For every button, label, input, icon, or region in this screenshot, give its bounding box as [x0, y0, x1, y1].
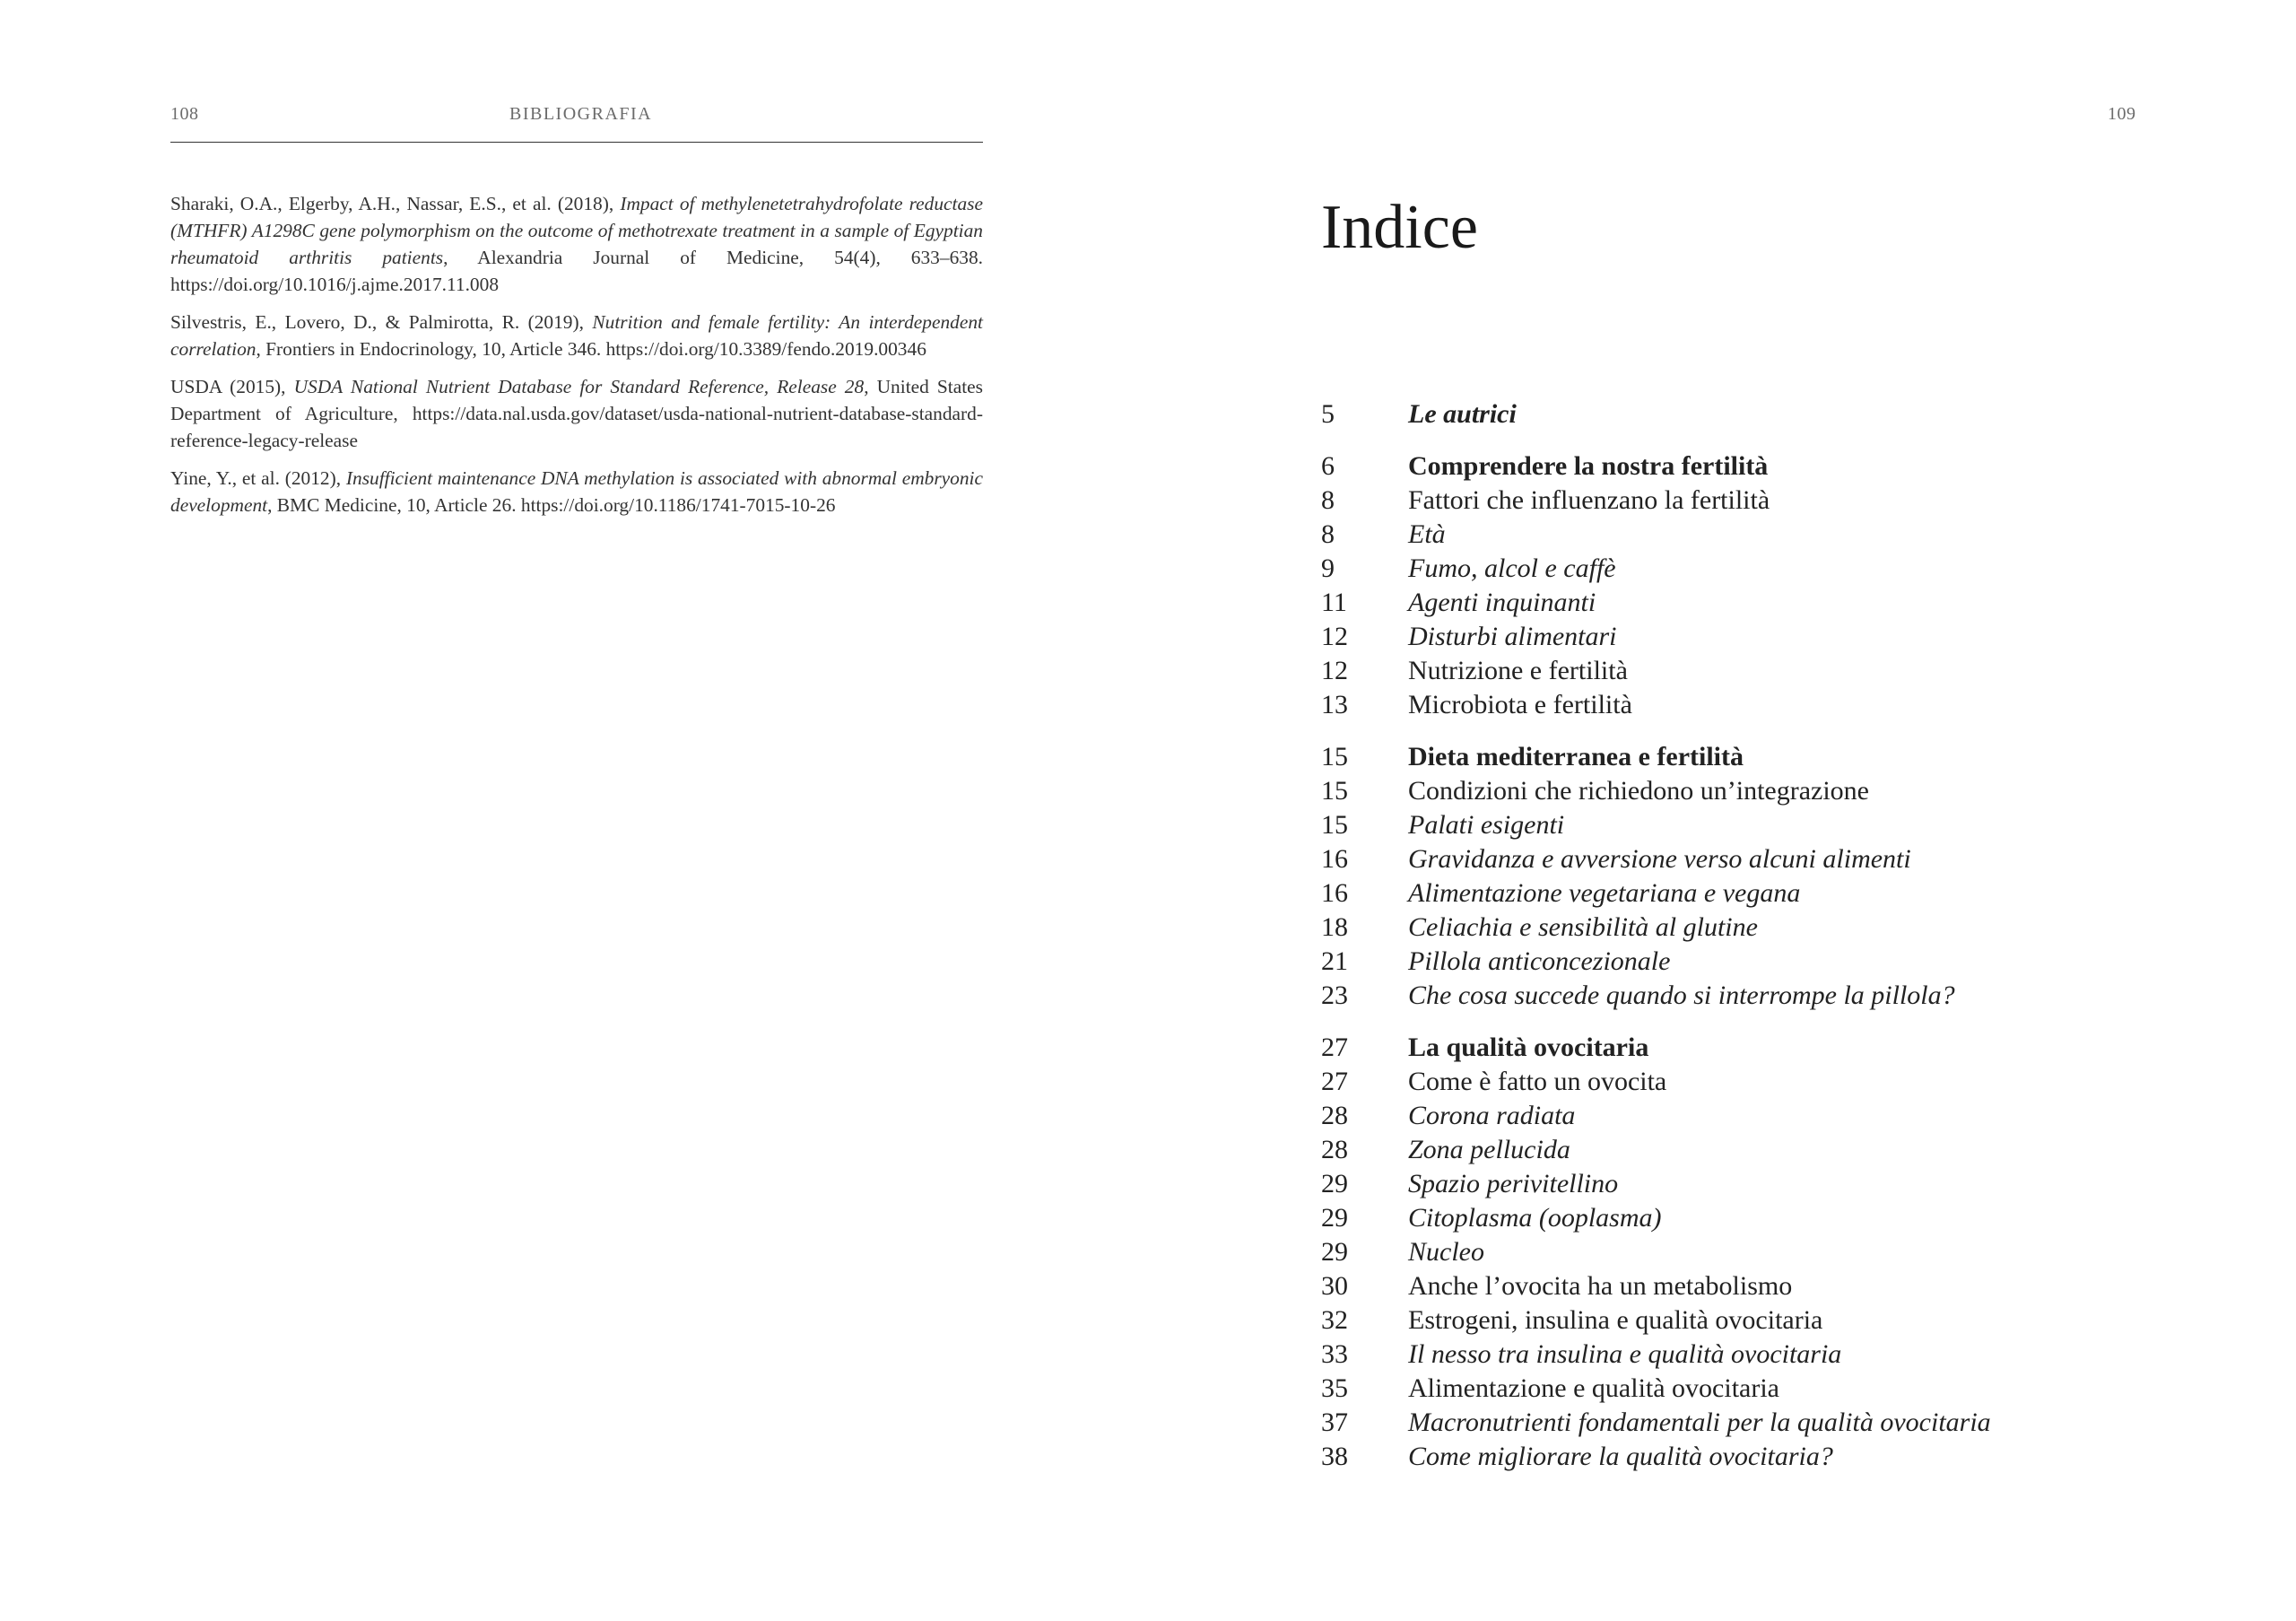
toc-entry — [1321, 1269, 2218, 1303]
toc-entry — [1321, 1031, 2218, 1065]
toc-page-number: 12 — [1321, 622, 1348, 651]
reference-title: Impact of methylenetetrahydrofolate reductase (MTHFR) A1298C gene polymorphism on the outcome of methotrexate treatment in a sample of Egyptian rheumatoid arthritis patients — [170, 193, 983, 268]
toc-group — [1321, 397, 2218, 431]
toc-entry-label: Microbiota e fertilità — [1408, 690, 1632, 719]
bibliography-entry — [170, 309, 983, 362]
reference-source: , United States Department of Agriculture, https://data.nal.usda.gov/dataset/usda-national-nutrient-database-standard-reference-legacy-release — [170, 376, 983, 451]
page-number-left: 108 — [170, 104, 199, 124]
toc-page-number: 29 — [1321, 1169, 1348, 1198]
toc-page-number: 8 — [1321, 485, 1335, 515]
toc-page-number: 8 — [1321, 519, 1335, 549]
toc-entry — [1321, 1372, 2218, 1406]
toc-entry-label: Alimentazione vegetariana e vegana — [1408, 878, 1801, 908]
reference-authors: Yine, Y., et al. (2012), — [170, 467, 346, 489]
reference-authors: Sharaki, O.A., Elgerby, A.H., Nassar, E.S., et al. (2018), — [170, 193, 621, 214]
toc-entry-label: Le autrici — [1408, 399, 1517, 429]
reference-source: , Alexandria Journal of Medicine, 54(4), 633–638. https://doi.org/10.1016/j.ajme.2017.11.008 — [170, 247, 984, 295]
toc-entry-label: Fattori che influenzano la fertilità — [1408, 485, 1770, 515]
toc-entry — [1321, 1065, 2218, 1099]
toc-entry — [1321, 1099, 2218, 1133]
toc-page-number: 30 — [1321, 1271, 1348, 1301]
toc-entry — [1321, 1303, 2218, 1338]
toc-entry — [1321, 979, 2218, 1013]
page-number-right: 109 — [2108, 104, 2136, 124]
toc-page-number: 13 — [1321, 690, 1348, 719]
reference-title: Insufficient maintenance DNA methylation is associated with abnormal embryonic development — [170, 467, 983, 516]
toc-entry — [1321, 654, 2218, 688]
toc-page-number: 21 — [1321, 946, 1348, 976]
toc-entry — [1321, 552, 2218, 586]
reference-authors: USDA (2015), — [170, 376, 294, 397]
reference-title: Nutrition and female fertility: An interdependent correlation — [170, 311, 983, 360]
toc-entry-label: Come migliorare la qualità ovocitaria? — [1408, 1442, 1833, 1471]
toc-entry-label: Condizioni che richiedono un’integrazione — [1408, 776, 1869, 806]
right-page — [1148, 0, 2296, 1621]
toc-group — [1321, 1031, 2218, 1474]
toc-page-number: 16 — [1321, 878, 1348, 908]
toc-page-number: 38 — [1321, 1442, 1348, 1471]
toc-entry — [1321, 876, 2218, 911]
toc-entry — [1321, 484, 2218, 518]
reference-title: USDA National Nutrient Database for Standard Reference, Release 28 — [293, 376, 865, 397]
toc-page-number: 32 — [1321, 1305, 1348, 1335]
toc-entry-label: Nucleo — [1408, 1237, 1484, 1267]
toc-entry — [1321, 397, 2218, 431]
toc-entry — [1321, 1201, 2218, 1235]
toc-page-number: 16 — [1321, 844, 1348, 874]
toc-entry-label: Gravidanza e avversione verso alcuni alimenti — [1408, 844, 1911, 874]
toc-entry — [1321, 688, 2218, 722]
toc-entry-label: Celiachia e sensibilità al glutine — [1408, 912, 1758, 942]
toc-entry — [1321, 1167, 2218, 1201]
toc-entry — [1321, 1133, 2218, 1167]
toc-entry — [1321, 1338, 2218, 1372]
toc-page-number: 29 — [1321, 1237, 1348, 1267]
toc-entry-label: Fumo, alcol e caffè — [1408, 553, 1616, 583]
toc-entry — [1321, 945, 2218, 979]
toc-page-number: 35 — [1321, 1373, 1348, 1403]
toc-group — [1321, 740, 2218, 1013]
toc-entry — [1321, 808, 2218, 842]
toc-entry — [1321, 774, 2218, 808]
toc-entry-label: Dieta mediterranea e fertilità — [1408, 742, 1744, 771]
toc-entry-label: Palati esigenti — [1408, 810, 1565, 840]
toc-entry-label: Macronutrienti fondamentali per la qualità ovocitaria — [1408, 1407, 1991, 1437]
toc-entry-label: Il nesso tra insulina e qualità ovocitaria — [1408, 1339, 1842, 1369]
bibliography-entry — [170, 465, 983, 519]
toc-entry-label: Anche l’ovocita ha un metabolismo — [1408, 1271, 1793, 1301]
toc-entry-label: La qualità ovocitaria — [1408, 1033, 1649, 1062]
toc-entry — [1321, 740, 2218, 774]
toc-entry-label: Corona radiata — [1408, 1101, 1576, 1130]
toc-page-number: 37 — [1321, 1407, 1348, 1437]
toc-group — [1321, 449, 2218, 722]
reference-source: , Frontiers in Endocrinology, 10, Article 346. https://doi.org/10.3389/fendo.2019.00346 — [256, 338, 926, 360]
page-title: Indice — [1321, 193, 1478, 262]
toc-entry-label: Disturbi alimentari — [1408, 622, 1617, 651]
toc-entry — [1321, 1235, 2218, 1269]
toc-entry-label: Che cosa succede quando si interrompe la pillola? — [1408, 980, 1955, 1010]
toc-page-number: 18 — [1321, 912, 1348, 942]
toc-entry-label: Come è fatto un ovocita — [1408, 1067, 1667, 1096]
toc-entry — [1321, 620, 2218, 654]
running-head: BIBLIOGRAFIA — [509, 104, 653, 124]
toc-entry-label: Agenti inquinanti — [1408, 588, 1596, 617]
toc-entry-label: Zona pellucida — [1408, 1135, 1570, 1164]
toc-entry-label: Spazio perivitellino — [1408, 1169, 1619, 1198]
toc-entry-label: Nutrizione e fertilità — [1408, 656, 1628, 685]
toc-entry-label: Estrogeni, insulina e qualità ovocitaria — [1408, 1305, 1823, 1335]
header-rule — [170, 142, 983, 143]
toc-page-number: 27 — [1321, 1067, 1348, 1096]
toc-page-number: 9 — [1321, 553, 1335, 583]
toc-page-number: 27 — [1321, 1033, 1348, 1062]
toc-page-number: 15 — [1321, 776, 1348, 806]
bibliography-entry — [170, 373, 983, 454]
toc-entry — [1321, 1406, 2218, 1440]
toc-page-number: 6 — [1321, 451, 1335, 481]
toc-entry — [1321, 586, 2218, 620]
toc-page-number: 23 — [1321, 980, 1348, 1010]
toc-entry — [1321, 518, 2218, 552]
toc-page-number: 28 — [1321, 1101, 1348, 1130]
reference-authors: Silvestris, E., Lovero, D., & Palmirotta, R. (2019), — [170, 311, 593, 333]
toc-entry — [1321, 911, 2218, 945]
toc-page-number: 12 — [1321, 656, 1348, 685]
toc-entry — [1321, 1440, 2218, 1474]
bibliography-list — [170, 190, 983, 529]
toc-page-number: 15 — [1321, 742, 1348, 771]
bibliography-entry — [170, 190, 983, 298]
toc-page-number: 28 — [1321, 1135, 1348, 1164]
toc-page-number: 5 — [1321, 399, 1335, 429]
toc-entry-label: Comprendere la nostra fertilità — [1408, 451, 1769, 481]
reference-source: , BMC Medicine, 10, Article 26. https://doi.org/10.1186/1741-7015-10-26 — [267, 494, 836, 516]
toc-entry-label: Alimentazione e qualità ovocitaria — [1408, 1373, 1779, 1403]
toc-entry-label: Età — [1408, 519, 1446, 549]
toc-entry-label: Citoplasma (ooplasma) — [1408, 1203, 1662, 1233]
toc-page-number: 29 — [1321, 1203, 1348, 1233]
toc-entry-label: Pillola anticoncezionale — [1408, 946, 1671, 976]
toc-entry — [1321, 449, 2218, 484]
toc-page-number: 11 — [1321, 588, 1347, 617]
toc-entry — [1321, 842, 2218, 876]
toc-page-number: 33 — [1321, 1339, 1348, 1369]
toc-page-number: 15 — [1321, 810, 1348, 840]
table-of-contents — [1321, 397, 2218, 1492]
